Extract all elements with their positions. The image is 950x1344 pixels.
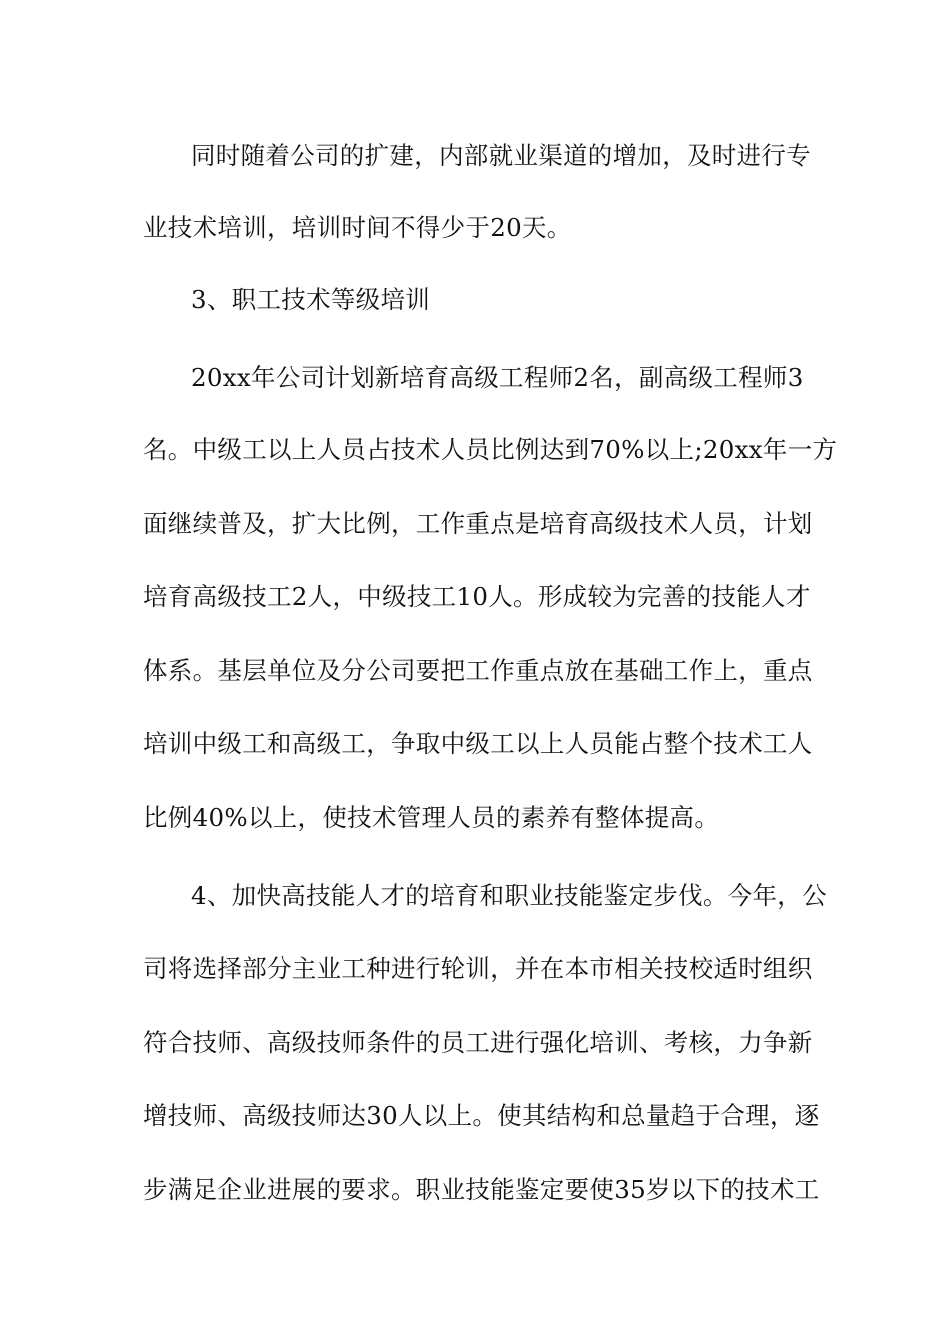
paragraph-line: 步满足企业进展的要求。职业技能鉴定要使35岁以下的技术工 xyxy=(143,1175,820,1204)
paragraph-line: 符合技师、高级技师条件的员工进行强化培训、考核，力争新 xyxy=(143,1028,813,1057)
paragraph-line: 同时随着公司的扩建，内部就业渠道的增加，及时进行专 xyxy=(191,141,811,170)
paragraph-line: 培育高级技工2人，中级技工10人。形成较为完善的技能人才 xyxy=(143,582,811,611)
paragraph-line: 4、加快高技能人才的培育和职业技能鉴定步伐。今年，公 xyxy=(191,881,827,910)
paragraph-line: 增技师、高级技师达30人以上。使其结构和总量趋于合理，逐 xyxy=(143,1101,820,1130)
paragraph-line: 名。中级工以上人员占技术人员比例达到70%以上;20xx年一方 xyxy=(143,435,838,464)
paragraph-line: 20xx年公司计划新培育高级工程师2名，副高级工程师3 xyxy=(191,363,804,392)
paragraph-line: 业技术培训，培训时间不得少于20天。 xyxy=(143,213,572,242)
paragraph-line: 面继续普及，扩大比例，工作重点是培育高级技术人员，计划 xyxy=(143,509,813,538)
paragraph-line: 司将选择部分主业工种进行轮训，并在本市相关技校适时组织 xyxy=(143,954,813,983)
section-heading: 3、职工技术等级培训 xyxy=(191,285,431,314)
paragraph-line: 比例40%以上，使技术管理人员的素养有整体提高。 xyxy=(143,803,720,832)
paragraph-line: 体系。基层单位及分公司要把工作重点放在基础工作上，重点 xyxy=(143,656,813,685)
paragraph-line: 培训中级工和高级工，争取中级工以上人员能占整个技术工人 xyxy=(143,729,813,758)
